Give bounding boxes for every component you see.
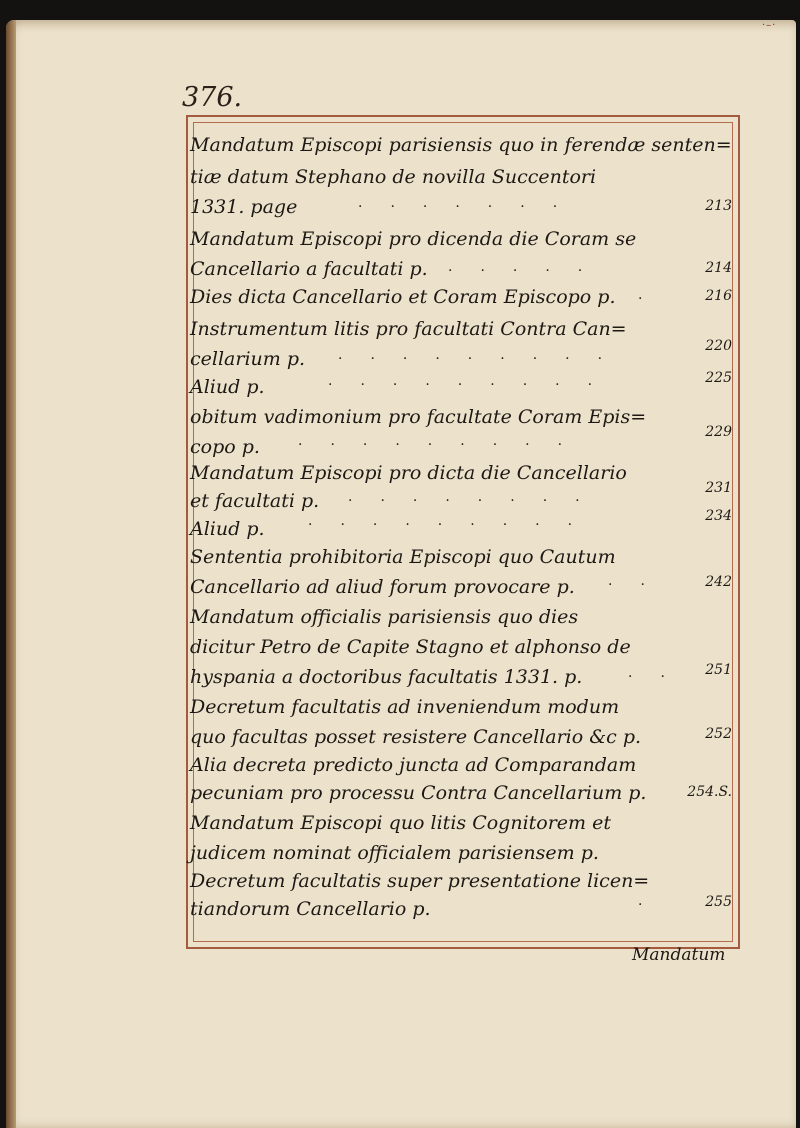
entry-line: 1331. page	[190, 196, 298, 218]
entry-line: dicitur Petro de Capite Stagno et alphonso de	[190, 636, 631, 658]
entry-line: Cancellario a facultati p.	[190, 258, 428, 280]
entry-line: obitum vadimonium pro facultate Coram Epis=	[190, 406, 647, 428]
entry-line: Cancellario ad aliud forum provocare p.	[190, 576, 575, 598]
entry-page-ref: 242	[705, 574, 732, 590]
entry-page-ref: 255	[705, 894, 732, 910]
dot-leader: ·········	[338, 351, 631, 367]
catchword: Mandatum	[632, 945, 726, 965]
entry-page-ref: 220	[705, 338, 732, 354]
index-entries	[188, 117, 738, 947]
entry-line: Decretum facultatis ad inveniendum modum	[190, 696, 620, 718]
entry-page-ref: 214	[705, 260, 732, 276]
entry-line: Mandatum Episcopi parisiensis quo in ferendæ senten=	[190, 134, 732, 156]
dot-leader: ··	[608, 577, 673, 593]
entry-line: judicem nominat officialem parisiensem p.	[190, 842, 599, 864]
ruled-frame	[186, 115, 740, 949]
entry-line: tiandorum Cancellario p.	[190, 898, 431, 920]
dot-leader: ·	[638, 291, 671, 307]
dot-leader: ·········	[328, 377, 621, 393]
entry-line: cellarium p.	[190, 348, 306, 370]
corner-ink-mark: ·–·	[762, 20, 777, 31]
dot-leader: ··	[628, 669, 693, 685]
entry-page-ref: 229	[705, 424, 732, 440]
entry-page-ref: 251	[705, 662, 732, 678]
page-number: 376.	[182, 82, 243, 113]
dot-leader: ·	[638, 897, 671, 913]
entry-line: Decretum facultatis super presentatione licen=	[190, 870, 650, 892]
entry-line: Mandatum Episcopi pro dicenda die Coram se	[190, 228, 637, 250]
dot-leader: ·········	[298, 437, 591, 453]
entry-line: et facultati p.	[190, 490, 320, 512]
entry-page-ref: 254.S.	[687, 784, 732, 800]
entry-page-ref: 234	[705, 508, 732, 524]
entry-line: tiæ datum Stephano de novilla Succentori	[190, 166, 597, 188]
entry-line: quo facultas posset resistere Cancellario &c p.	[190, 726, 642, 748]
entry-line: pecuniam pro processu Contra Cancellarium p.	[190, 782, 647, 804]
entry-line: Aliud p.	[190, 376, 265, 398]
entry-line: Mandatum Episcopi quo litis Cognitorem et	[190, 812, 611, 834]
dot-leader: ·····	[448, 263, 611, 279]
entry-line: hyspania a doctoribus facultatis 1331. p.	[190, 666, 583, 688]
entry-line: Sententia prohibitoria Episcopi quo Cautum	[190, 546, 616, 568]
entry-page-ref: 213	[705, 198, 732, 214]
entry-page-ref: 216	[705, 288, 732, 304]
entry-line: Alia decreta predicto juncta ad Comparandam	[190, 754, 637, 776]
entry-line: Instrumentum litis pro facultati Contra Can=	[190, 318, 627, 340]
entry-line: copo p.	[190, 436, 260, 458]
book-spine-edge	[6, 20, 16, 1128]
entry-line: Mandatum officialis parisiensis quo dies	[190, 606, 579, 628]
entry-line: Mandatum Episcopi pro dicta die Cancellario	[190, 462, 627, 484]
entry-page-ref: 225	[705, 370, 732, 386]
entry-page-ref: 231	[705, 480, 732, 496]
entry-page-ref: 252	[705, 726, 732, 742]
dot-leader: ·········	[308, 517, 601, 533]
entry-line: Dies dicta Cancellario et Coram Episcopo p.	[190, 286, 616, 308]
entry-line: Aliud p.	[190, 518, 265, 540]
dot-leader: ·······	[358, 199, 586, 215]
dot-leader: ········	[348, 493, 608, 509]
